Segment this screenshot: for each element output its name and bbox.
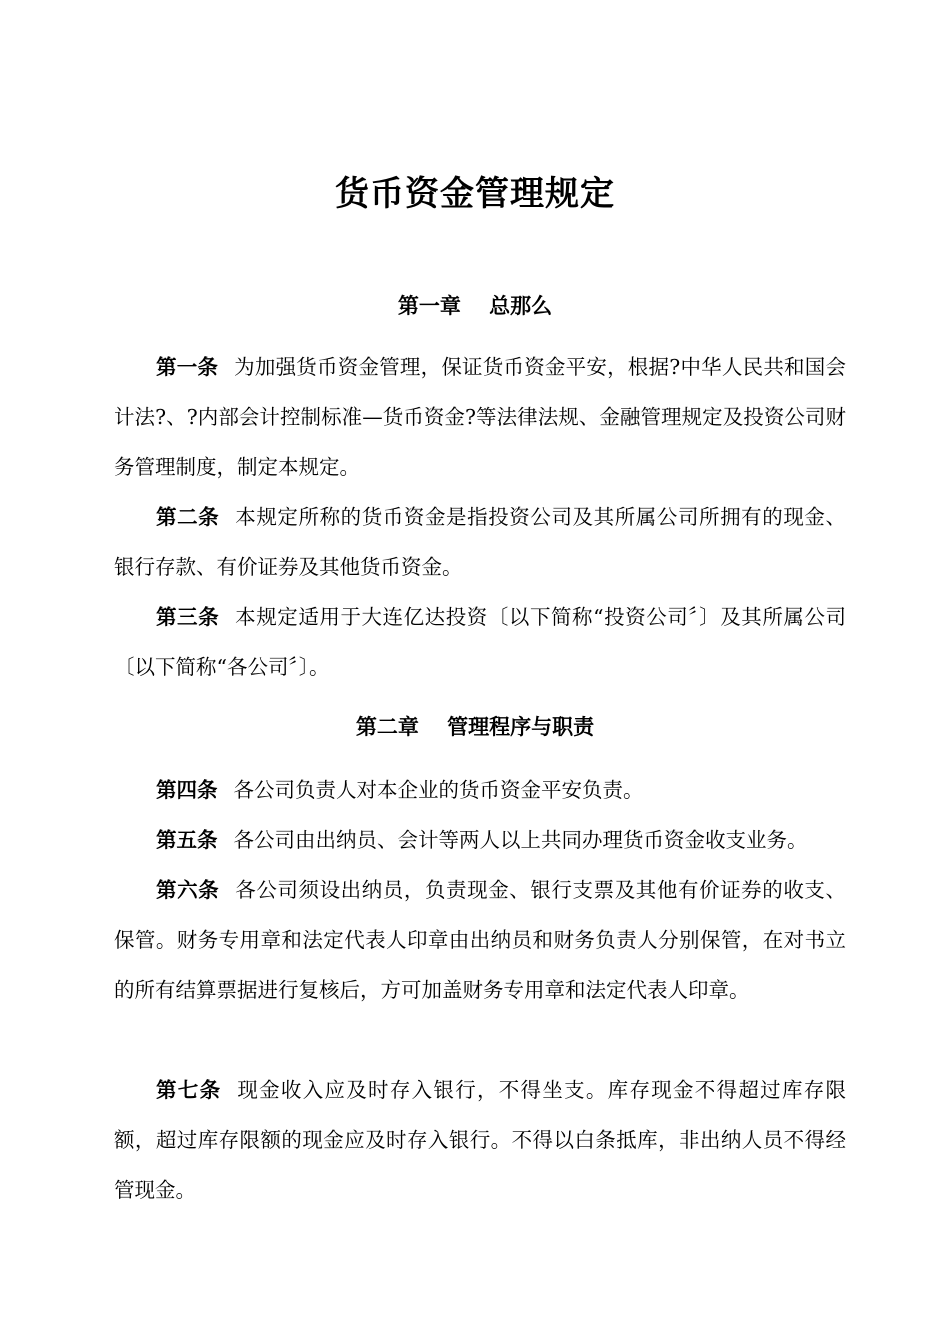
chapter-heading: 第二章 管理程序与职责 — [355, 715, 595, 739]
article-label: 第五条 — [156, 828, 218, 852]
article-text: 各公司由出纳员、会计等两人以上共同办理货币资金收支业务。 — [233, 828, 808, 852]
chapter-heading: 第一章 总那么 — [397, 294, 553, 318]
article-text: 本规定所称的货币资金是指投资公司及其所属公司所拥有的现金、银行存款、有价证券及其他货币资金。 — [114, 505, 847, 579]
article-label: 第二条 — [156, 505, 220, 529]
article-4 — [114, 765, 846, 815]
article-text: 各公司须设出纳员，负责现金、银行支票及其他有价证券的收支、保管。财务专用章和法定代表人印章由出纳员和财务负责人分别保管，在对书立的所有结算票据进行复核后，方可加盖财务专用章和法定代表人印章。 — [114, 878, 847, 1002]
article-label: 第三条 — [156, 605, 220, 629]
article-2 — [114, 492, 846, 592]
article-text: 本规定适用于大连亿达投资〔以下简称“投资公司〞〕及其所属公司〔以下简称“各公司〞〕。 — [114, 605, 847, 679]
article-3 — [114, 592, 846, 692]
article-text: 为加强货币资金管理，保证货币资金平安，根据?中华人民共和国会计法?、?内部会计控制标准—货币资金?等法律法规、金融管理规定及投资公司财务管理制度，制定本规定。 — [114, 355, 846, 479]
article-text: 各公司负责人对本企业的货币资金平安负责。 — [233, 778, 644, 802]
article-1 — [114, 342, 846, 492]
document-title: 货币资金管理规定 — [335, 174, 615, 214]
article-label: 第四条 — [156, 778, 218, 802]
article-7 — [114, 1065, 846, 1215]
article-label: 第一条 — [156, 355, 219, 379]
article-6 — [114, 865, 846, 1015]
article-5 — [114, 815, 846, 865]
article-text: 现金收入应及时存入银行，不得坐支。库存现金不得超过库存限额，超过库存限额的现金应及时存入银行。不得以白条抵库，非出纳人员不得经管现金。 — [114, 1078, 847, 1202]
article-label: 第七条 — [156, 1078, 222, 1102]
article-label: 第六条 — [156, 878, 220, 902]
